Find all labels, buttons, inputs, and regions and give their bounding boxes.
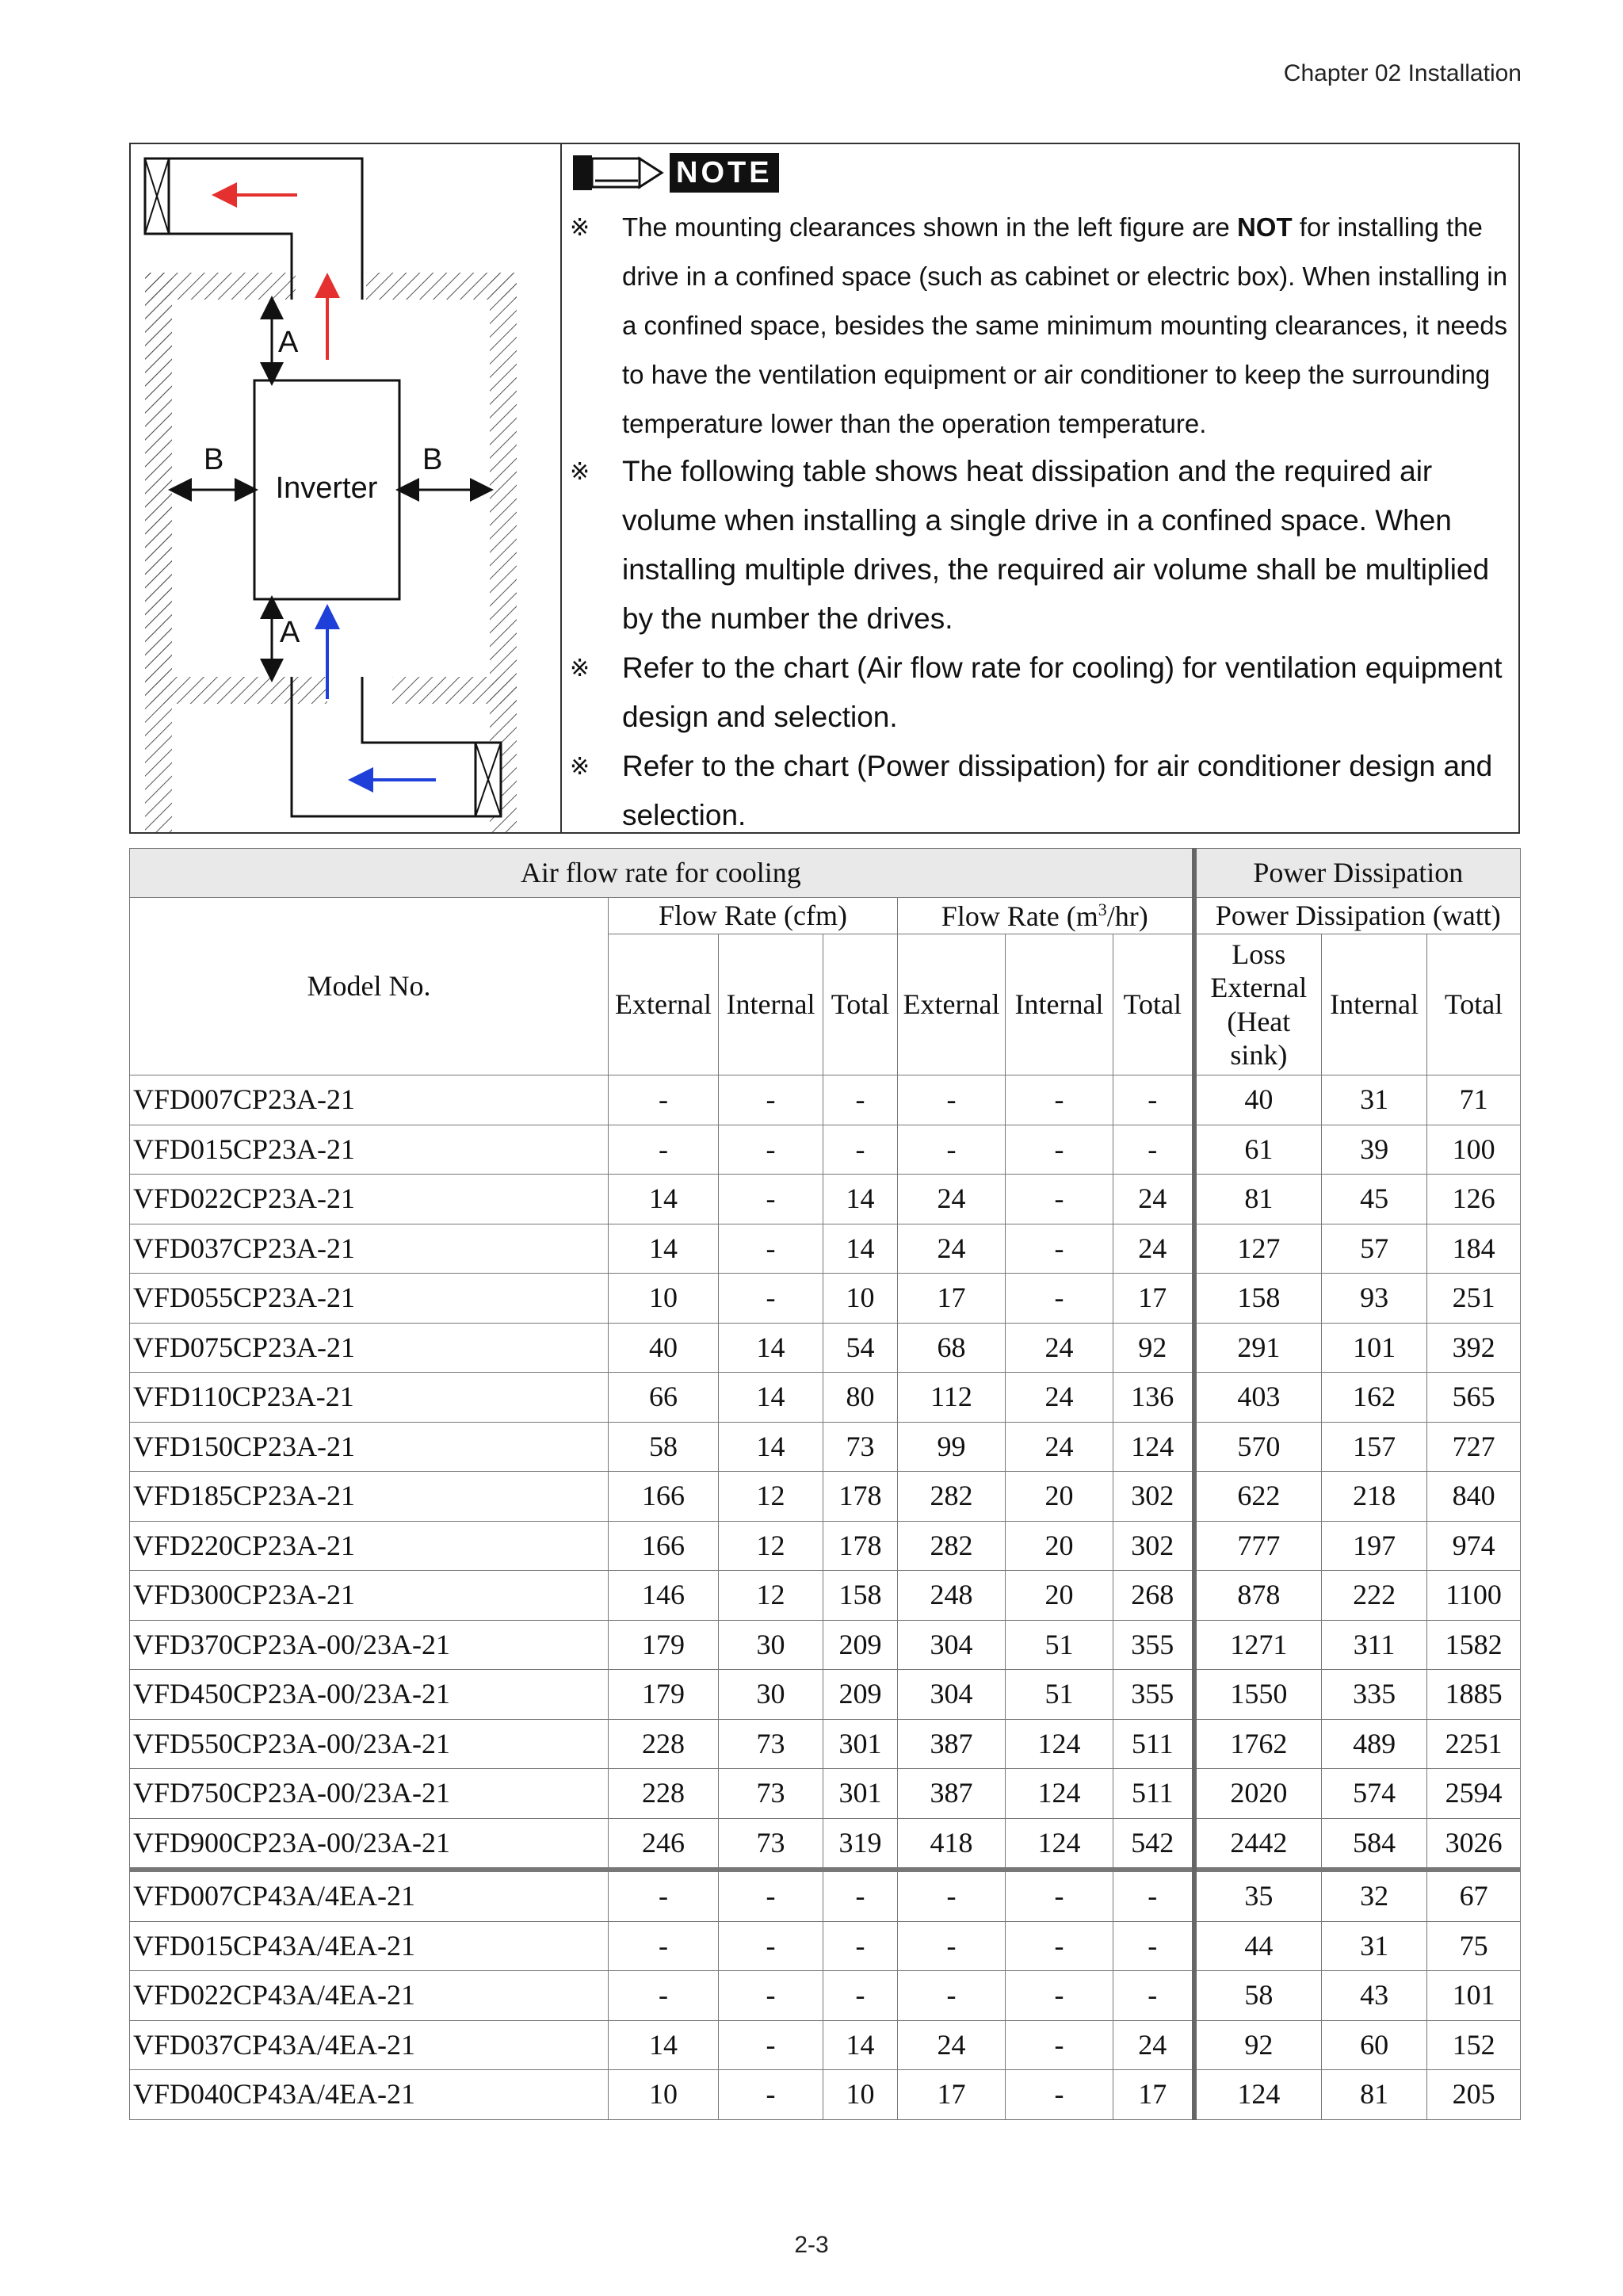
m3-internal-header: Internal <box>1006 934 1113 1075</box>
value-cell: 73 <box>823 1422 898 1472</box>
value-cell: 68 <box>898 1323 1006 1373</box>
table-row <box>130 1323 1521 1373</box>
model-cell: VFD150CP23A-21 <box>130 1422 609 1472</box>
value-cell: 166 <box>609 1521 719 1571</box>
reference-mark-icon: ※ <box>570 655 590 682</box>
value-cell: - <box>719 1921 823 1971</box>
clearance-a-bottom: A <box>280 616 300 649</box>
value-cell: 51 <box>1006 1670 1113 1720</box>
value-cell: 335 <box>1322 1670 1427 1720</box>
table-row <box>130 2020 1521 2070</box>
value-cell: - <box>1006 1971 1113 2021</box>
note-item-2-text: The following table shows heat dissipation and the required air volume when installing a single drive in a confined space. When installing multiple drives, the required air volume shall be multiplied by the number the drives. <box>622 455 1490 635</box>
value-cell: - <box>823 1125 898 1175</box>
value-cell: 1100 <box>1427 1571 1521 1621</box>
model-cell: VFD075CP23A-21 <box>130 1323 609 1373</box>
cfm-total-header: Total <box>823 934 898 1075</box>
value-cell: 2251 <box>1427 1719 1521 1769</box>
value-cell: - <box>1113 1075 1194 1125</box>
page-number: 2-3 <box>794 2232 829 2258</box>
model-cell: VFD037CP43A/4EA-21 <box>130 2020 609 2070</box>
model-cell: VFD007CP23A-21 <box>130 1075 609 1125</box>
value-cell: 45 <box>1322 1175 1427 1224</box>
value-cell: 24 <box>898 2020 1006 2070</box>
pencil-icon <box>571 151 666 195</box>
value-cell: 304 <box>898 1670 1006 1720</box>
value-cell: 301 <box>823 1769 898 1819</box>
value-cell: 218 <box>1322 1472 1427 1522</box>
value-cell: - <box>1006 1175 1113 1224</box>
value-cell: 387 <box>898 1769 1006 1819</box>
value-cell: 126 <box>1427 1175 1521 1224</box>
value-cell: - <box>719 1075 823 1125</box>
value-cell: 35 <box>1194 1870 1322 1921</box>
inverter-label: Inverter <box>275 472 378 505</box>
reference-mark-icon: ※ <box>570 459 590 485</box>
value-cell: 14 <box>719 1373 823 1423</box>
value-cell: 54 <box>823 1323 898 1373</box>
value-cell: 40 <box>1194 1075 1322 1125</box>
value-cell: - <box>1006 1125 1113 1175</box>
value-cell: 179 <box>609 1620 719 1670</box>
note-label: NOTE <box>670 153 779 193</box>
value-cell: 73 <box>719 1719 823 1769</box>
value-cell: 14 <box>609 2020 719 2070</box>
value-cell: 209 <box>823 1620 898 1670</box>
value-cell: 92 <box>1194 2020 1322 2070</box>
value-cell: 30 <box>719 1620 823 1670</box>
value-cell: 197 <box>1322 1521 1427 1571</box>
value-cell: 511 <box>1113 1769 1194 1819</box>
loss-external-header: Loss External (Heat sink) <box>1194 934 1322 1075</box>
value-cell: 12 <box>719 1521 823 1571</box>
value-cell: - <box>898 1921 1006 1971</box>
mounting-clearance-figure <box>131 144 562 832</box>
value-cell: 12 <box>719 1472 823 1522</box>
value-cell: - <box>1113 1971 1194 2021</box>
value-cell: - <box>898 1870 1006 1921</box>
value-cell: - <box>719 1870 823 1921</box>
value-cell: 73 <box>719 1818 823 1870</box>
value-cell: 14 <box>719 1422 823 1472</box>
value-cell: 14 <box>719 1323 823 1373</box>
note-item-1-text: The mounting clearances shown in the left figure are NOT for installing the drive in a confined space (such as cabinet or electric box). When installing in a confined space, besides the same minimum mounting clearances, it needs to have the ventilation equipment or air conditioner to keep the surrounding temperature lower than the operation temperature. <box>622 212 1508 438</box>
value-cell: 511 <box>1113 1719 1194 1769</box>
value-cell: 158 <box>823 1571 898 1621</box>
model-cell: VFD220CP23A-21 <box>130 1521 609 1571</box>
note-item-2 <box>570 447 1514 645</box>
value-cell: 14 <box>823 2020 898 2070</box>
value-cell: 80 <box>823 1373 898 1423</box>
value-cell: 20 <box>1006 1571 1113 1621</box>
note-badge <box>571 151 779 195</box>
value-cell: 124 <box>1113 1422 1194 1472</box>
value-cell: 20 <box>1006 1472 1113 1522</box>
flow-m3-header: Flow Rate $(m^3/hr)$ <box>898 898 1194 934</box>
model-cell: VFD022CP23A-21 <box>130 1175 609 1224</box>
value-cell: 17 <box>1113 1274 1194 1324</box>
value-cell: - <box>1113 1921 1194 1971</box>
value-cell: 974 <box>1427 1521 1521 1571</box>
power-group-header: Power Dissipation <box>1194 849 1521 898</box>
value-cell: - <box>898 1075 1006 1125</box>
value-cell: 2442 <box>1194 1818 1322 1870</box>
chapter-header: Chapter 02 Installation <box>1283 60 1522 86</box>
value-cell: 14 <box>609 1175 719 1224</box>
value-cell: 66 <box>609 1373 719 1423</box>
value-cell: 304 <box>898 1620 1006 1670</box>
value-cell: 136 <box>1113 1373 1194 1423</box>
value-cell: 302 <box>1113 1521 1194 1571</box>
table-row <box>130 1670 1521 1720</box>
value-cell: - <box>719 1971 823 2021</box>
value-cell: 319 <box>823 1818 898 1870</box>
power-total-header: Total <box>1427 934 1521 1075</box>
value-cell: 14 <box>823 1224 898 1274</box>
value-cell: 24 <box>1006 1323 1113 1373</box>
value-cell: 205 <box>1427 2070 1521 2120</box>
value-cell: 209 <box>823 1670 898 1720</box>
value-cell: 146 <box>609 1571 719 1621</box>
model-cell: VFD007CP43A/4EA-21 <box>130 1870 609 1921</box>
value-cell: - <box>1113 1870 1194 1921</box>
value-cell: 31 <box>1322 1921 1427 1971</box>
value-cell: 403 <box>1194 1373 1322 1423</box>
table-row <box>130 1571 1521 1621</box>
value-cell: 24 <box>1113 1224 1194 1274</box>
clearance-b-right: B <box>422 443 443 476</box>
value-cell: 24 <box>1113 1175 1194 1224</box>
airflow-group-header: Air flow rate for cooling <box>130 849 1194 898</box>
value-cell: 51 <box>1006 1620 1113 1670</box>
value-cell: - <box>1006 1870 1113 1921</box>
table-row <box>130 1620 1521 1670</box>
value-cell: - <box>609 1870 719 1921</box>
table-row <box>130 1175 1521 1224</box>
value-cell: 99 <box>898 1422 1006 1472</box>
value-cell: - <box>898 1125 1006 1175</box>
model-cell: VFD015CP23A-21 <box>130 1125 609 1175</box>
model-cell: VFD750CP23A-00/23A-21 <box>130 1769 609 1819</box>
note-item-1 <box>570 203 1514 449</box>
value-cell: 840 <box>1427 1472 1521 1522</box>
value-cell: 2594 <box>1427 1769 1521 1819</box>
value-cell: - <box>609 1971 719 2021</box>
value-cell: 101 <box>1427 1971 1521 2021</box>
table-row <box>130 1719 1521 1769</box>
model-cell: VFD037CP23A-21 <box>130 1224 609 1274</box>
table-row <box>130 1125 1521 1175</box>
value-cell: 71 <box>1427 1075 1521 1125</box>
cfm-internal-header: Internal <box>719 934 823 1075</box>
note-item-4 <box>570 742 1514 840</box>
model-cell: VFD550CP23A-00/23A-21 <box>130 1719 609 1769</box>
table-row <box>130 1971 1521 2021</box>
value-cell: 81 <box>1194 1175 1322 1224</box>
value-cell: 565 <box>1427 1373 1521 1423</box>
value-cell: 100 <box>1427 1125 1521 1175</box>
value-cell: 301 <box>823 1719 898 1769</box>
value-cell: 10 <box>609 1274 719 1324</box>
model-cell: VFD300CP23A-21 <box>130 1571 609 1621</box>
value-cell: 3026 <box>1427 1818 1521 1870</box>
value-cell: 251 <box>1427 1274 1521 1324</box>
value-cell: 24 <box>1006 1422 1113 1472</box>
table-row <box>130 1870 1521 1921</box>
note-item-4-text: Refer to the chart (Power dissipation) for air conditioner design and selection. <box>622 750 1493 831</box>
table-row <box>130 1224 1521 1274</box>
value-cell: 31 <box>1322 1075 1427 1125</box>
model-cell: VFD370CP23A-00/23A-21 <box>130 1620 609 1670</box>
value-cell: 622 <box>1194 1472 1322 1522</box>
value-cell: 282 <box>898 1521 1006 1571</box>
value-cell: 1550 <box>1194 1670 1322 1720</box>
value-cell: 10 <box>609 2070 719 2120</box>
value-cell: 61 <box>1194 1125 1322 1175</box>
value-cell: 93 <box>1322 1274 1427 1324</box>
value-cell: 570 <box>1194 1422 1322 1472</box>
value-cell: 58 <box>609 1422 719 1472</box>
table-row <box>130 1274 1521 1324</box>
value-cell: 158 <box>1194 1274 1322 1324</box>
value-cell: 1271 <box>1194 1620 1322 1670</box>
value-cell: 228 <box>609 1769 719 1819</box>
value-cell: 40 <box>609 1323 719 1373</box>
value-cell: 10 <box>823 1274 898 1324</box>
table-row <box>130 1373 1521 1423</box>
value-cell: 178 <box>823 1472 898 1522</box>
value-cell: 392 <box>1427 1323 1521 1373</box>
value-cell: 17 <box>898 2070 1006 2120</box>
value-cell: 24 <box>898 1224 1006 1274</box>
value-cell: 44 <box>1194 1921 1322 1971</box>
value-cell: - <box>898 1971 1006 2021</box>
value-cell: 124 <box>1194 2070 1322 2120</box>
model-header: Model No. <box>130 898 609 1075</box>
value-cell: - <box>823 1870 898 1921</box>
value-cell: 24 <box>1113 2020 1194 2070</box>
value-cell: 162 <box>1322 1373 1427 1423</box>
value-cell: 152 <box>1427 2020 1521 2070</box>
value-cell: 584 <box>1322 1818 1427 1870</box>
value-cell: 489 <box>1322 1719 1427 1769</box>
value-cell: 311 <box>1322 1620 1427 1670</box>
value-cell: - <box>719 1224 823 1274</box>
model-cell: VFD022CP43A/4EA-21 <box>130 1971 609 2021</box>
value-cell: - <box>1006 1921 1113 1971</box>
value-cell: - <box>823 1075 898 1125</box>
table-row <box>130 1818 1521 1870</box>
value-cell: 17 <box>898 1274 1006 1324</box>
table-body <box>130 1075 1521 2120</box>
model-cell: VFD900CP23A-00/23A-21 <box>130 1818 609 1870</box>
cfm-external-header: External <box>609 934 719 1075</box>
value-cell: 1582 <box>1427 1620 1521 1670</box>
value-cell: 246 <box>609 1818 719 1870</box>
m3-total-header: Total <box>1113 934 1194 1075</box>
value-cell: - <box>609 1075 719 1125</box>
reference-mark-icon: ※ <box>570 215 590 241</box>
value-cell: 878 <box>1194 1571 1322 1621</box>
model-cell: VFD185CP23A-21 <box>130 1472 609 1522</box>
value-cell: 727 <box>1427 1422 1521 1472</box>
table-row <box>130 1521 1521 1571</box>
value-cell: 418 <box>898 1818 1006 1870</box>
value-cell: 1762 <box>1194 1719 1322 1769</box>
value-cell: 39 <box>1322 1125 1427 1175</box>
clearance-a-top: A <box>278 326 299 359</box>
model-cell: VFD015CP43A/4EA-21 <box>130 1921 609 1971</box>
value-cell: 248 <box>898 1571 1006 1621</box>
table-row <box>130 1472 1521 1522</box>
value-cell: 73 <box>719 1769 823 1819</box>
value-cell: 166 <box>609 1472 719 1522</box>
table-row <box>130 1422 1521 1472</box>
value-cell: 268 <box>1113 1571 1194 1621</box>
value-cell: 222 <box>1322 1571 1427 1621</box>
value-cell: 24 <box>1006 1373 1113 1423</box>
value-cell: 32 <box>1322 1870 1427 1921</box>
table-row <box>130 2070 1521 2120</box>
table-row <box>130 1921 1521 1971</box>
value-cell: 58 <box>1194 1971 1322 2021</box>
value-cell: 92 <box>1113 1323 1194 1373</box>
value-cell: 542 <box>1113 1818 1194 1870</box>
note-box <box>129 143 1520 834</box>
value-cell: 574 <box>1322 1769 1427 1819</box>
value-cell: 101 <box>1322 1323 1427 1373</box>
value-cell: - <box>1006 1075 1113 1125</box>
note-item-3 <box>570 644 1514 742</box>
value-cell: 30 <box>719 1670 823 1720</box>
value-cell: - <box>719 1274 823 1324</box>
value-cell: 355 <box>1113 1670 1194 1720</box>
power-internal-header: Internal <box>1322 934 1427 1075</box>
value-cell: 60 <box>1322 2020 1427 2070</box>
reference-mark-icon: ※ <box>570 754 590 780</box>
value-cell: 12 <box>719 1571 823 1621</box>
value-cell: - <box>1113 1125 1194 1175</box>
value-cell: - <box>719 2070 823 2120</box>
value-cell: 178 <box>823 1521 898 1571</box>
note-text-cell <box>562 144 1518 832</box>
value-cell: - <box>719 1175 823 1224</box>
value-cell: - <box>719 2020 823 2070</box>
table-row <box>130 1769 1521 1819</box>
value-cell: 302 <box>1113 1472 1194 1522</box>
value-cell: 184 <box>1427 1224 1521 1274</box>
heat-dissipation-table <box>129 848 1521 2120</box>
value-cell: 2020 <box>1194 1769 1322 1819</box>
value-cell: - <box>719 1125 823 1175</box>
value-cell: - <box>823 1971 898 2021</box>
model-cell: VFD040CP43A/4EA-21 <box>130 2070 609 2120</box>
value-cell: 124 <box>1006 1719 1113 1769</box>
value-cell: 24 <box>898 1175 1006 1224</box>
value-cell: 20 <box>1006 1521 1113 1571</box>
value-cell: - <box>609 1125 719 1175</box>
value-cell: 282 <box>898 1472 1006 1522</box>
value-cell: 157 <box>1322 1422 1427 1472</box>
value-cell: 124 <box>1006 1769 1113 1819</box>
value-cell: 17 <box>1113 2070 1194 2120</box>
value-cell: 777 <box>1194 1521 1322 1571</box>
model-cell: VFD110CP23A-21 <box>130 1373 609 1423</box>
value-cell: - <box>1006 1224 1113 1274</box>
value-cell: - <box>1006 2070 1113 2120</box>
model-cell: VFD055CP23A-21 <box>130 1274 609 1324</box>
value-cell: 387 <box>898 1719 1006 1769</box>
value-cell: 179 <box>609 1670 719 1720</box>
value-cell: - <box>1006 1274 1113 1324</box>
value-cell: 291 <box>1194 1323 1322 1373</box>
clearance-diagram <box>131 144 560 832</box>
value-cell: 81 <box>1322 2070 1427 2120</box>
value-cell: 1885 <box>1427 1670 1521 1720</box>
value-cell: - <box>609 1921 719 1971</box>
value-cell: 127 <box>1194 1224 1322 1274</box>
note-item-3-text: Refer to the chart (Air flow rate for cooling) for ventilation equipment design and selection. <box>622 651 1503 733</box>
value-cell: 14 <box>823 1175 898 1224</box>
value-cell: 10 <box>823 2070 898 2120</box>
m3-external-header: External <box>898 934 1006 1075</box>
value-cell: - <box>1006 2020 1113 2070</box>
value-cell: 14 <box>609 1224 719 1274</box>
value-cell: 43 <box>1322 1971 1427 2021</box>
value-cell: 57 <box>1322 1224 1427 1274</box>
value-cell: 112 <box>898 1373 1006 1423</box>
value-cell: 67 <box>1427 1870 1521 1921</box>
power-watt-header: Power Dissipation (watt) <box>1194 898 1521 934</box>
table-row <box>130 1075 1521 1125</box>
value-cell: - <box>823 1921 898 1971</box>
value-cell: 75 <box>1427 1921 1521 1971</box>
value-cell: 228 <box>609 1719 719 1769</box>
model-cell: VFD450CP23A-00/23A-21 <box>130 1670 609 1720</box>
flow-cfm-header: Flow Rate (cfm) <box>609 898 898 934</box>
value-cell: 124 <box>1006 1818 1113 1870</box>
value-cell: 355 <box>1113 1620 1194 1670</box>
clearance-b-left: B <box>204 443 224 476</box>
